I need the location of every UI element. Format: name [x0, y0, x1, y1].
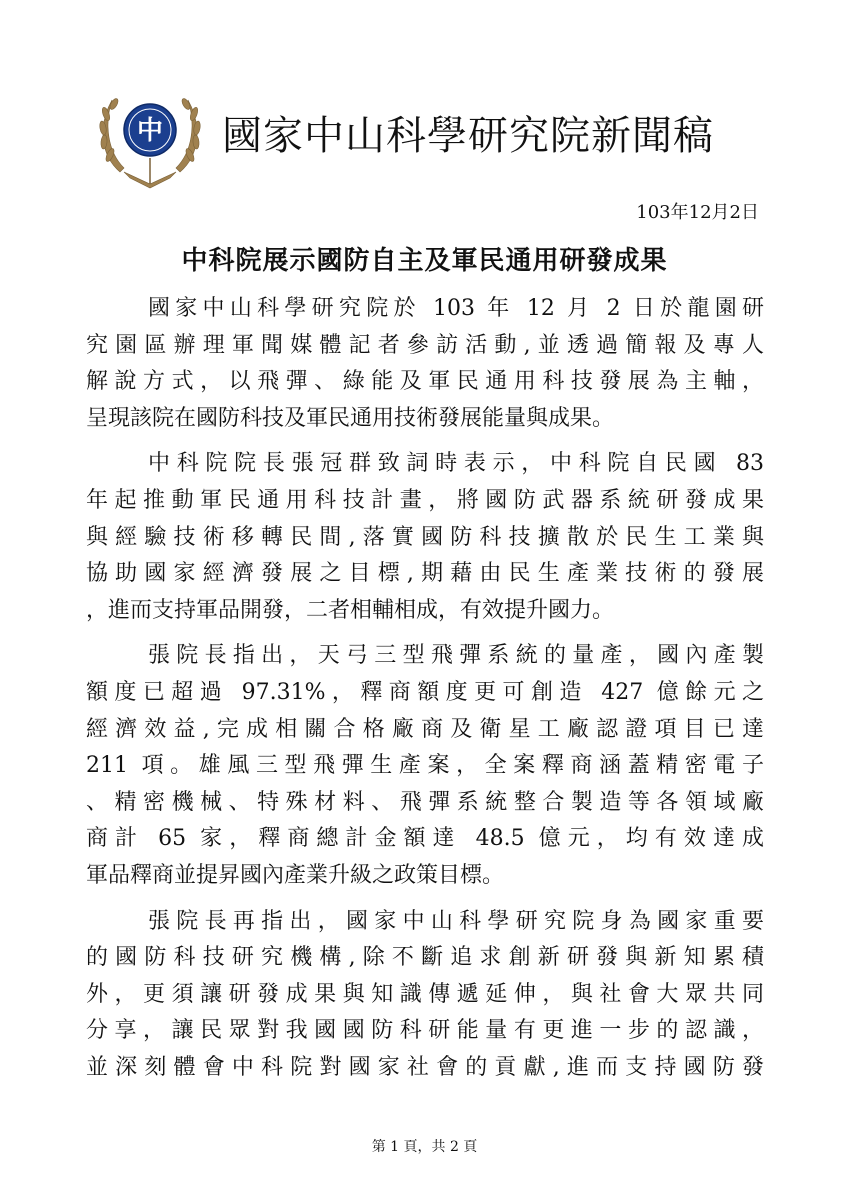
- text-line: 軍品釋商並提昇國內產業升級之政策目標。: [86, 862, 505, 888]
- text-line: 與經驗技術移轉民間,落實國防科技擴散於民生工業與: [86, 524, 764, 550]
- text-line: 協助國家經濟發展之目標,期藉由民生產業技術的發展: [86, 561, 764, 587]
- text-line: 額度已超過 97.31%，釋商額度更可創造 427 億餘元之: [86, 679, 764, 705]
- page-number: 第 1 頁，共 2 頁: [371, 1139, 478, 1155]
- text-line: 外，更須讓研發成果與知識傳遞延伸，與社會大眾共同: [86, 981, 764, 1007]
- text-line: 中科院院長張冠群致詞時表示，中科院自民國 83: [148, 451, 764, 477]
- paragraph: [86, 638, 764, 894]
- paragraph: [86, 291, 764, 437]
- text-line: 的國防科技研究機構,除不斷追求創新研發與新知累積: [86, 945, 764, 971]
- text-line: 解說方式，以飛彈、綠能及軍民通用科技發展為主軸，: [86, 369, 764, 395]
- text-line: 呈現該院在國防科技及軍民通用技術發展能量與成果。: [86, 405, 615, 431]
- text-line: 商計 65 家，釋商總計金額達 48.5 億元，均有效達成: [86, 826, 764, 852]
- text-line: 張院長再指出，國家中山科學研究院身為國家重要: [148, 908, 764, 934]
- text-line: 張院長指出，天弓三型飛彈系統的量產，國內產製: [148, 643, 764, 669]
- text-line: 並深刻體會中科院對國家社會的貢獻,進而支持國防發: [86, 1054, 764, 1080]
- institute-emblem-logo: [90, 80, 210, 190]
- text-line: 年起推動軍民通用科技計畫，將國防武器系統研發成果: [86, 487, 764, 513]
- text-line: 國家中山科學研究院於 103 年 12 月 2 日於龍園研: [148, 296, 764, 321]
- headline: 中科院展示國防自主及軍民通用研發成果: [181, 246, 668, 276]
- text-line: ，進而支持軍品開發，二者相輔相成，有效提升國力。: [86, 597, 615, 623]
- release-date: 103年12月2日: [636, 202, 759, 223]
- paragraph: [86, 446, 764, 629]
- article-body: [86, 291, 764, 1095]
- text-line: 211 項。雄風三型飛彈生產案，全案釋商涵蓋精密電子: [86, 753, 764, 779]
- text-line: 究園區辦理軍聞媒體記者參訪活動,並透過簡報及專人: [86, 332, 764, 358]
- text-line: 分享，讓民眾對我國國防科研能量有更進一步的認識，: [86, 1018, 764, 1044]
- text-line: 、精密機械、特殊材料、飛彈系統整合製造等各領域廠: [86, 789, 764, 815]
- paragraph: [86, 904, 764, 1087]
- org-title: 國家中山科學研究院新聞稿: [222, 113, 714, 159]
- emblem-glyph: 中: [136, 116, 164, 146]
- text-line: 經濟效益,完成相關合格廠商及衛星工廠認證項目已達: [86, 716, 764, 742]
